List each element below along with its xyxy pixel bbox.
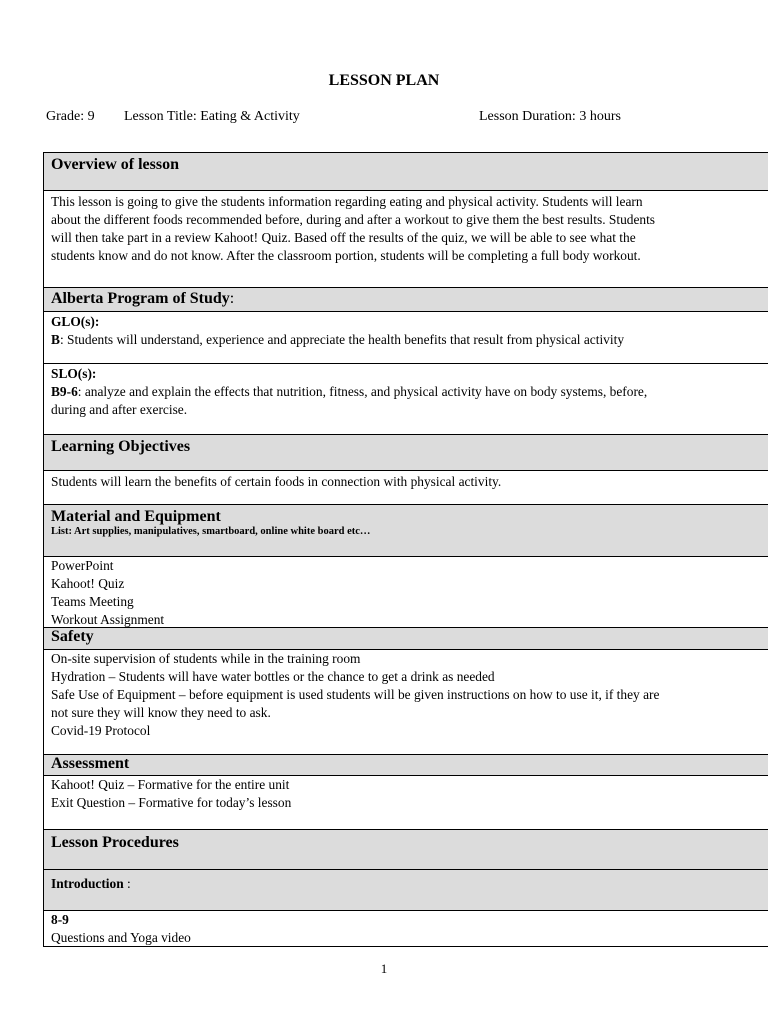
objectives-body: Students will learn the benefits of certain foods in connection with physical activity. — [44, 471, 768, 505]
lesson-title-label: Lesson Title: Eating & Activity — [124, 109, 300, 124]
step-description: Questions and Yoga video — [51, 930, 191, 946]
introduction-label: Introduction — [51, 876, 124, 892]
overview-heading: Overview of lesson — [44, 153, 768, 191]
lesson-duration-label: Lesson Duration: 3 hours — [479, 109, 621, 124]
assessment-body — [44, 776, 768, 830]
overview-line: This lesson is going to give the students information regarding eating and physical activity. Students will learn — [51, 193, 643, 209]
slo-statement-cont: during and after exercise. — [51, 402, 188, 418]
page-number: 1 — [380, 961, 388, 976]
material-item: Kahoot! Quiz — [51, 576, 125, 591]
safety-line: Covid-19 Protocol — [51, 722, 151, 738]
safety-line: Safe Use of Equipment – before equipment is used students will be given instructions on how to use it, if they are — [51, 686, 660, 702]
slo-section — [44, 364, 768, 435]
glo-section — [44, 312, 768, 365]
materials-subheading: List: Art supplies, manipulatives, smartboard, online white board etc… — [51, 526, 371, 538]
overview-line: students know and do not know. After the classroom portion, students will be completing a full body workout. — [51, 247, 641, 263]
materials-list — [44, 557, 768, 628]
safety-line: not sure they will know they need to ask. — [51, 704, 271, 720]
material-item: PowerPoint — [51, 558, 114, 573]
material-item: Teams Meeting — [51, 594, 134, 609]
safety-line: Hydration – Students will have water bottles or the chance to get a drink as needed — [51, 668, 495, 684]
document-title: LESSON PLAN — [328, 72, 440, 89]
overview-line: will then take part in a review Kahoot! Quiz. Based off the results of the quiz, we will be able to see what the — [51, 229, 636, 245]
assessment-heading: Assessment — [44, 755, 768, 776]
materials-heading: Material and Equipment List: Art supplies, manipulatives, smartboard, online white board etc… — [44, 505, 768, 557]
safety-body — [44, 650, 768, 756]
glo-label: GLO(s): — [51, 313, 100, 329]
step-time: 8-9 — [51, 912, 69, 928]
assessment-line: Kahoot! Quiz – Formative for the entire unit — [51, 777, 290, 793]
glo-statement: B: Students will understand, experience and appreciate the health benefits that result from physical activity — [51, 331, 625, 347]
slo-statement: B9-6: analyze and explain the effects that nutrition, fitness, and physical activity have on body systems, before, — [51, 384, 648, 400]
safety-line: On-site supervision of students while in the training room — [51, 650, 361, 666]
procedure-step — [44, 911, 768, 946]
material-item: Workout Assignment — [51, 612, 165, 627]
introduction-row: Introduction : — [44, 870, 768, 911]
grade-label: Grade: 9 — [46, 109, 95, 124]
safety-heading: Safety — [44, 628, 768, 650]
objectives-heading: Learning Objectives — [44, 435, 768, 471]
procedures-heading: Lesson Procedures — [44, 830, 768, 870]
overview-line: about the different foods recommended before, during and after a workout to give them the best results. Students — [51, 211, 656, 227]
slo-label: SLO(s): — [51, 366, 97, 382]
assessment-line: Exit Question – Formative for today’s lesson — [51, 795, 292, 811]
overview-body — [44, 191, 768, 288]
program-heading: Alberta Program of Study: — [44, 288, 768, 312]
lesson-plan-table — [43, 152, 768, 947]
